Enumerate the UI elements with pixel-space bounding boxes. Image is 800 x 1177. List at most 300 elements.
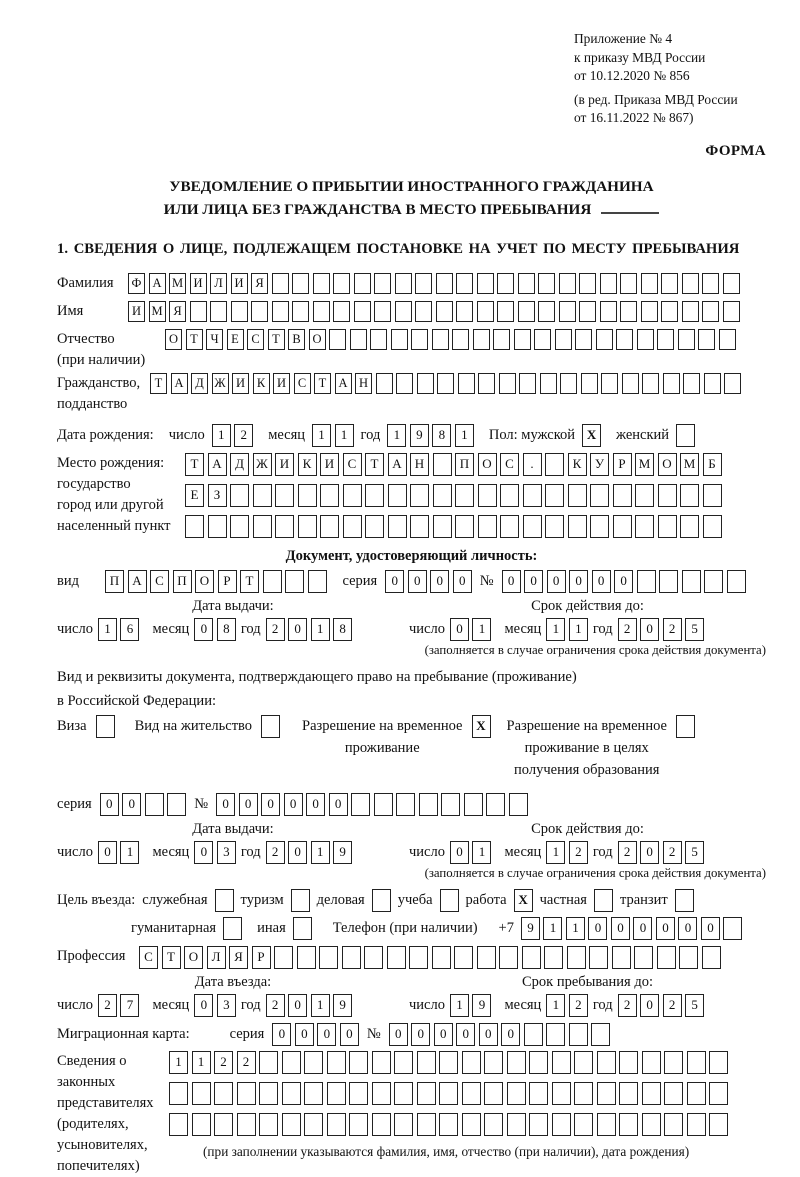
char-cell[interactable] <box>308 570 327 593</box>
char-cell[interactable] <box>569 1023 588 1046</box>
purpose-transit-checkbox[interactable] <box>675 889 694 912</box>
char-cell[interactable]: Е <box>185 484 204 507</box>
char-cell[interactable] <box>545 515 564 538</box>
char-cell[interactable]: П <box>173 570 192 593</box>
char-cell[interactable] <box>678 329 695 350</box>
char-cell[interactable]: О <box>165 329 182 350</box>
char-cell[interactable] <box>185 515 204 538</box>
char-cell[interactable] <box>342 946 361 969</box>
char-cell[interactable]: С <box>343 453 362 476</box>
char-cell[interactable]: 0 <box>479 1023 498 1046</box>
char-cell[interactable] <box>351 793 370 816</box>
char-cell[interactable] <box>555 329 572 350</box>
char-cell[interactable]: 0 <box>216 793 235 816</box>
char-cell[interactable]: Т <box>162 946 181 969</box>
char-cell[interactable]: Т <box>365 453 384 476</box>
char-cell[interactable]: В <box>288 329 305 350</box>
char-cell[interactable] <box>439 1082 458 1105</box>
char-cell[interactable] <box>680 515 699 538</box>
char-cell[interactable] <box>507 1051 526 1074</box>
char-cell[interactable] <box>320 484 339 507</box>
char-cell[interactable]: 0 <box>450 841 469 864</box>
char-cell[interactable]: А <box>128 570 147 593</box>
char-cell[interactable]: 2 <box>663 618 682 641</box>
char-cell[interactable] <box>493 329 510 350</box>
char-cell[interactable] <box>304 1113 323 1136</box>
char-cell[interactable] <box>297 946 316 969</box>
char-cell[interactable] <box>436 301 453 322</box>
char-cell[interactable] <box>231 301 248 322</box>
char-cell[interactable]: 0 <box>614 570 633 593</box>
char-cell[interactable] <box>304 1051 323 1074</box>
char-cell[interactable] <box>376 373 393 394</box>
char-cell[interactable] <box>704 373 721 394</box>
char-cell[interactable]: 2 <box>266 618 285 641</box>
char-cell[interactable] <box>529 1082 548 1105</box>
char-cell[interactable]: И <box>231 273 248 294</box>
char-cell[interactable]: М <box>169 273 186 294</box>
char-cell[interactable] <box>687 1051 706 1074</box>
char-cell[interactable]: 8 <box>333 618 352 641</box>
char-cell[interactable] <box>514 329 531 350</box>
char-cell[interactable]: 0 <box>284 793 303 816</box>
char-cell[interactable]: 0 <box>317 1023 336 1046</box>
char-cell[interactable] <box>372 1082 391 1105</box>
char-cell[interactable]: Ч <box>206 329 223 350</box>
char-cell[interactable] <box>719 329 736 350</box>
char-cell[interactable] <box>439 1051 458 1074</box>
char-cell[interactable] <box>661 301 678 322</box>
char-cell[interactable] <box>518 273 535 294</box>
edu-residence-checkbox[interactable] <box>676 715 695 738</box>
purpose-tourism-checkbox[interactable] <box>291 889 310 912</box>
purpose-work-checkbox[interactable]: X <box>514 889 533 912</box>
char-cell[interactable] <box>723 273 740 294</box>
char-cell[interactable]: 0 <box>100 793 119 816</box>
char-cell[interactable] <box>411 329 428 350</box>
char-cell[interactable] <box>272 273 289 294</box>
char-cell[interactable]: 2 <box>569 841 588 864</box>
char-cell[interactable] <box>396 793 415 816</box>
char-cell[interactable] <box>275 484 294 507</box>
char-cell[interactable]: Т <box>186 329 203 350</box>
char-cell[interactable] <box>704 570 723 593</box>
char-cell[interactable]: 0 <box>194 994 213 1017</box>
char-cell[interactable] <box>333 301 350 322</box>
char-cell[interactable] <box>591 1023 610 1046</box>
char-cell[interactable]: Ф <box>128 273 145 294</box>
char-cell[interactable] <box>417 1113 436 1136</box>
char-cell[interactable] <box>552 1051 571 1074</box>
purpose-humanitarian-checkbox[interactable] <box>223 917 242 940</box>
char-cell[interactable] <box>519 373 536 394</box>
char-cell[interactable] <box>464 793 483 816</box>
char-cell[interactable] <box>657 946 676 969</box>
char-cell[interactable]: 8 <box>432 424 451 447</box>
purpose-study-checkbox[interactable] <box>440 889 459 912</box>
char-cell[interactable] <box>409 946 428 969</box>
char-cell[interactable] <box>394 1051 413 1074</box>
char-cell[interactable]: 1 <box>312 424 331 447</box>
char-cell[interactable] <box>417 373 434 394</box>
char-cell[interactable]: Д <box>191 373 208 394</box>
char-cell[interactable] <box>642 1082 661 1105</box>
char-cell[interactable] <box>374 793 393 816</box>
char-cell[interactable] <box>396 373 413 394</box>
char-cell[interactable]: 0 <box>524 570 543 593</box>
char-cell[interactable] <box>237 1113 256 1136</box>
char-cell[interactable] <box>559 301 576 322</box>
char-cell[interactable]: 9 <box>472 994 491 1017</box>
char-cell[interactable]: 0 <box>288 618 307 641</box>
char-cell[interactable]: 1 <box>192 1051 211 1074</box>
char-cell[interactable]: 6 <box>120 618 139 641</box>
char-cell[interactable] <box>374 301 391 322</box>
char-cell[interactable]: 2 <box>618 841 637 864</box>
char-cell[interactable] <box>619 1113 638 1136</box>
char-cell[interactable] <box>417 1051 436 1074</box>
char-cell[interactable] <box>723 917 742 940</box>
char-cell[interactable] <box>343 515 362 538</box>
char-cell[interactable]: 2 <box>234 424 253 447</box>
char-cell[interactable]: Т <box>150 373 167 394</box>
char-cell[interactable] <box>372 1051 391 1074</box>
purpose-private-checkbox[interactable] <box>594 889 613 912</box>
char-cell[interactable] <box>387 946 406 969</box>
char-cell[interactable]: Ж <box>212 373 229 394</box>
char-cell[interactable]: 9 <box>521 917 540 940</box>
char-cell[interactable]: 0 <box>295 1023 314 1046</box>
char-cell[interactable] <box>292 273 309 294</box>
char-cell[interactable]: Я <box>251 273 268 294</box>
char-cell[interactable]: 1 <box>472 618 491 641</box>
char-cell[interactable]: 0 <box>640 841 659 864</box>
char-cell[interactable]: 1 <box>472 841 491 864</box>
char-cell[interactable]: 2 <box>663 841 682 864</box>
char-cell[interactable] <box>437 373 454 394</box>
char-cell[interactable] <box>499 373 516 394</box>
char-cell[interactable] <box>538 273 555 294</box>
char-cell[interactable] <box>658 515 677 538</box>
char-cell[interactable]: С <box>294 373 311 394</box>
char-cell[interactable]: 9 <box>333 994 352 1017</box>
char-cell[interactable]: Т <box>185 453 204 476</box>
char-cell[interactable] <box>522 946 541 969</box>
char-cell[interactable]: 0 <box>547 570 566 593</box>
char-cell[interactable] <box>456 301 473 322</box>
char-cell[interactable] <box>641 273 658 294</box>
char-cell[interactable] <box>349 1082 368 1105</box>
char-cell[interactable]: И <box>190 273 207 294</box>
char-cell[interactable] <box>709 1051 728 1074</box>
char-cell[interactable] <box>540 373 557 394</box>
char-cell[interactable] <box>664 1113 683 1136</box>
char-cell[interactable] <box>702 946 721 969</box>
char-cell[interactable] <box>622 373 639 394</box>
char-cell[interactable] <box>473 329 490 350</box>
char-cell[interactable] <box>477 301 494 322</box>
char-cell[interactable] <box>529 1113 548 1136</box>
char-cell[interactable] <box>282 1051 301 1074</box>
char-cell[interactable] <box>208 515 227 538</box>
char-cell[interactable]: 0 <box>569 570 588 593</box>
char-cell[interactable] <box>612 946 631 969</box>
char-cell[interactable]: И <box>232 373 249 394</box>
char-cell[interactable]: С <box>139 946 158 969</box>
char-cell[interactable] <box>484 1113 503 1136</box>
char-cell[interactable] <box>499 946 518 969</box>
char-cell[interactable] <box>394 1113 413 1136</box>
temp-residence-checkbox[interactable]: X <box>472 715 491 738</box>
char-cell[interactable] <box>327 1082 346 1105</box>
char-cell[interactable]: . <box>523 453 542 476</box>
char-cell[interactable]: 9 <box>410 424 429 447</box>
char-cell[interactable] <box>478 484 497 507</box>
char-cell[interactable]: 1 <box>335 424 354 447</box>
char-cell[interactable] <box>477 273 494 294</box>
char-cell[interactable] <box>313 273 330 294</box>
char-cell[interactable] <box>641 301 658 322</box>
char-cell[interactable] <box>320 515 339 538</box>
char-cell[interactable]: Т <box>314 373 331 394</box>
char-cell[interactable]: Я <box>229 946 248 969</box>
char-cell[interactable] <box>679 946 698 969</box>
char-cell[interactable] <box>365 484 384 507</box>
char-cell[interactable] <box>703 484 722 507</box>
char-cell[interactable]: 0 <box>194 841 213 864</box>
char-cell[interactable]: Л <box>207 946 226 969</box>
char-cell[interactable] <box>298 484 317 507</box>
char-cell[interactable] <box>274 946 293 969</box>
char-cell[interactable]: П <box>105 570 124 593</box>
char-cell[interactable] <box>574 1051 593 1074</box>
char-cell[interactable] <box>620 301 637 322</box>
char-cell[interactable]: 1 <box>387 424 406 447</box>
char-cell[interactable] <box>616 329 633 350</box>
char-cell[interactable]: О <box>195 570 214 593</box>
char-cell[interactable]: Н <box>410 453 429 476</box>
char-cell[interactable] <box>214 1082 233 1105</box>
char-cell[interactable] <box>169 1113 188 1136</box>
purpose-official-checkbox[interactable] <box>215 889 234 912</box>
char-cell[interactable]: 0 <box>122 793 141 816</box>
char-cell[interactable] <box>613 515 632 538</box>
char-cell[interactable]: К <box>298 453 317 476</box>
char-cell[interactable] <box>635 515 654 538</box>
char-cell[interactable] <box>478 373 495 394</box>
char-cell[interactable] <box>230 515 249 538</box>
char-cell[interactable] <box>575 329 592 350</box>
char-cell[interactable]: У <box>590 453 609 476</box>
char-cell[interactable]: 0 <box>502 570 521 593</box>
char-cell[interactable]: 0 <box>588 917 607 940</box>
char-cell[interactable] <box>596 329 613 350</box>
char-cell[interactable] <box>590 515 609 538</box>
char-cell[interactable]: 1 <box>566 917 585 940</box>
char-cell[interactable]: 1 <box>311 841 330 864</box>
char-cell[interactable]: Ж <box>253 453 272 476</box>
char-cell[interactable] <box>497 301 514 322</box>
char-cell[interactable] <box>456 273 473 294</box>
char-cell[interactable]: П <box>455 453 474 476</box>
char-cell[interactable] <box>190 301 207 322</box>
char-cell[interactable] <box>497 273 514 294</box>
char-cell[interactable] <box>433 453 452 476</box>
char-cell[interactable] <box>292 301 309 322</box>
char-cell[interactable] <box>415 273 432 294</box>
char-cell[interactable]: 1 <box>212 424 231 447</box>
char-cell[interactable] <box>484 1082 503 1105</box>
char-cell[interactable] <box>439 1113 458 1136</box>
char-cell[interactable] <box>343 484 362 507</box>
char-cell[interactable] <box>251 301 268 322</box>
char-cell[interactable]: 1 <box>311 618 330 641</box>
char-cell[interactable]: 7 <box>120 994 139 1017</box>
char-cell[interactable]: Т <box>268 329 285 350</box>
char-cell[interactable] <box>333 273 350 294</box>
char-cell[interactable] <box>329 329 346 350</box>
char-cell[interactable] <box>601 373 618 394</box>
char-cell[interactable] <box>727 570 746 593</box>
char-cell[interactable] <box>560 373 577 394</box>
char-cell[interactable]: М <box>680 453 699 476</box>
char-cell[interactable]: 1 <box>543 917 562 940</box>
char-cell[interactable] <box>388 484 407 507</box>
char-cell[interactable] <box>486 793 505 816</box>
char-cell[interactable]: С <box>247 329 264 350</box>
char-cell[interactable] <box>454 946 473 969</box>
char-cell[interactable]: Р <box>613 453 632 476</box>
char-cell[interactable]: О <box>309 329 326 350</box>
char-cell[interactable] <box>230 484 249 507</box>
char-cell[interactable] <box>544 946 563 969</box>
char-cell[interactable] <box>507 1113 526 1136</box>
char-cell[interactable] <box>253 515 272 538</box>
char-cell[interactable] <box>518 301 535 322</box>
char-cell[interactable]: 2 <box>618 994 637 1017</box>
char-cell[interactable]: 1 <box>450 994 469 1017</box>
char-cell[interactable]: К <box>568 453 587 476</box>
char-cell[interactable] <box>642 1051 661 1074</box>
char-cell[interactable] <box>529 1051 548 1074</box>
char-cell[interactable]: 0 <box>288 841 307 864</box>
char-cell[interactable]: А <box>335 373 352 394</box>
char-cell[interactable] <box>388 515 407 538</box>
char-cell[interactable] <box>597 1051 616 1074</box>
visa-checkbox[interactable] <box>96 715 115 738</box>
char-cell[interactable] <box>509 793 528 816</box>
char-cell[interactable] <box>327 1113 346 1136</box>
char-cell[interactable]: 0 <box>456 1023 475 1046</box>
char-cell[interactable] <box>523 515 542 538</box>
char-cell[interactable]: 2 <box>98 994 117 1017</box>
char-cell[interactable] <box>259 1082 278 1105</box>
char-cell[interactable] <box>507 1082 526 1105</box>
char-cell[interactable] <box>282 1113 301 1136</box>
char-cell[interactable] <box>282 1082 301 1105</box>
char-cell[interactable]: 1 <box>98 618 117 641</box>
char-cell[interactable]: А <box>171 373 188 394</box>
char-cell[interactable]: З <box>208 484 227 507</box>
char-cell[interactable]: 0 <box>261 793 280 816</box>
char-cell[interactable]: 1 <box>569 618 588 641</box>
char-cell[interactable] <box>703 515 722 538</box>
char-cell[interactable]: 1 <box>546 841 565 864</box>
char-cell[interactable] <box>702 273 719 294</box>
char-cell[interactable]: Е <box>227 329 244 350</box>
char-cell[interactable] <box>432 329 449 350</box>
char-cell[interactable] <box>415 301 432 322</box>
char-cell[interactable] <box>642 1113 661 1136</box>
char-cell[interactable]: Л <box>210 273 227 294</box>
char-cell[interactable]: 1 <box>455 424 474 447</box>
char-cell[interactable]: Н <box>355 373 372 394</box>
char-cell[interactable]: И <box>320 453 339 476</box>
char-cell[interactable] <box>658 484 677 507</box>
char-cell[interactable] <box>682 301 699 322</box>
char-cell[interactable]: С <box>150 570 169 593</box>
char-cell[interactable] <box>477 946 496 969</box>
char-cell[interactable] <box>538 301 555 322</box>
char-cell[interactable] <box>391 329 408 350</box>
char-cell[interactable] <box>452 329 469 350</box>
char-cell[interactable]: И <box>273 373 290 394</box>
char-cell[interactable] <box>462 1051 481 1074</box>
char-cell[interactable]: 0 <box>656 917 675 940</box>
char-cell[interactable] <box>478 515 497 538</box>
char-cell[interactable] <box>436 273 453 294</box>
char-cell[interactable]: 8 <box>217 618 236 641</box>
sex-male-checkbox[interactable]: X <box>582 424 601 447</box>
char-cell[interactable]: 0 <box>640 618 659 641</box>
char-cell[interactable] <box>433 515 452 538</box>
char-cell[interactable]: Д <box>230 453 249 476</box>
char-cell[interactable] <box>272 301 289 322</box>
char-cell[interactable] <box>589 946 608 969</box>
char-cell[interactable] <box>574 1113 593 1136</box>
char-cell[interactable]: 0 <box>640 994 659 1017</box>
char-cell[interactable]: Р <box>218 570 237 593</box>
char-cell[interactable]: 2 <box>266 841 285 864</box>
char-cell[interactable]: 2 <box>266 994 285 1017</box>
residence-permit-checkbox[interactable] <box>261 715 280 738</box>
char-cell[interactable] <box>579 301 596 322</box>
char-cell[interactable]: 5 <box>685 618 704 641</box>
char-cell[interactable] <box>259 1113 278 1136</box>
char-cell[interactable]: О <box>184 946 203 969</box>
char-cell[interactable] <box>574 1082 593 1105</box>
char-cell[interactable] <box>581 373 598 394</box>
char-cell[interactable] <box>304 1082 323 1105</box>
char-cell[interactable] <box>349 1113 368 1136</box>
char-cell[interactable] <box>364 946 383 969</box>
char-cell[interactable] <box>524 1023 543 1046</box>
char-cell[interactable]: 1 <box>311 994 330 1017</box>
char-cell[interactable] <box>567 946 586 969</box>
char-cell[interactable] <box>637 570 656 593</box>
purpose-other-checkbox[interactable] <box>293 917 312 940</box>
char-cell[interactable] <box>709 1113 728 1136</box>
char-cell[interactable]: 0 <box>272 1023 291 1046</box>
char-cell[interactable] <box>613 484 632 507</box>
char-cell[interactable]: 0 <box>306 793 325 816</box>
char-cell[interactable] <box>619 1051 638 1074</box>
char-cell[interactable] <box>192 1082 211 1105</box>
char-cell[interactable]: 0 <box>678 917 697 940</box>
char-cell[interactable]: Р <box>252 946 271 969</box>
char-cell[interactable] <box>441 793 460 816</box>
char-cell[interactable]: 0 <box>434 1023 453 1046</box>
